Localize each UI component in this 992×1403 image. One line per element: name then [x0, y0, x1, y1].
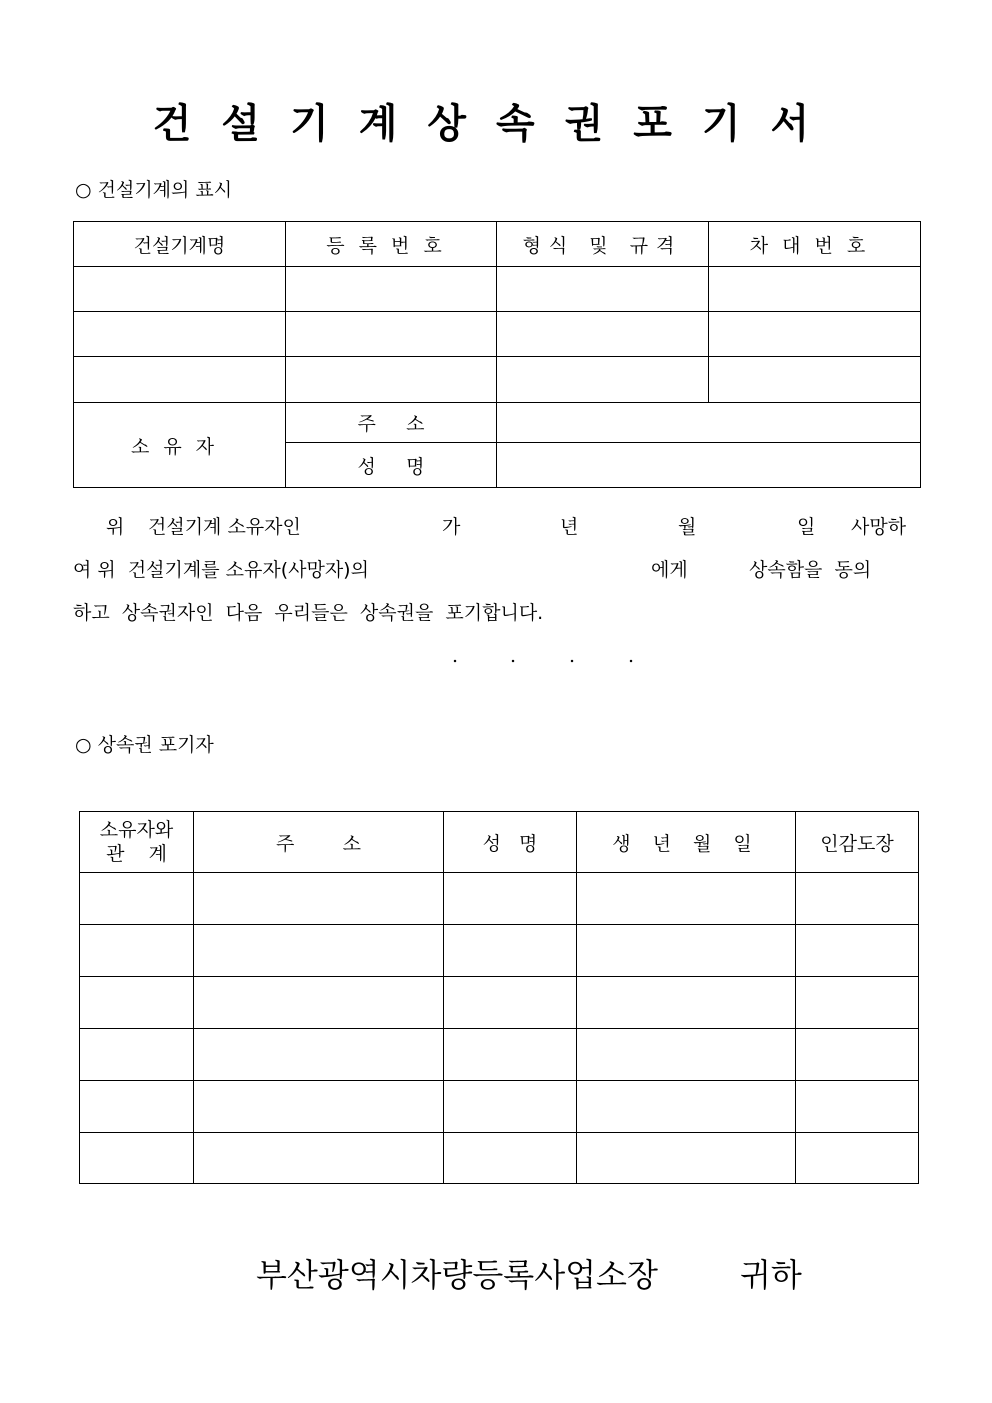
machine-table [73, 221, 921, 488]
header-relation-line2: 관 계 [106, 843, 167, 865]
heir-cell[interactable] [80, 1081, 194, 1133]
heir-cell[interactable] [194, 977, 444, 1029]
heir-cell[interactable] [577, 977, 796, 1029]
machine-cell[interactable] [286, 312, 497, 357]
machine-cell[interactable] [74, 357, 286, 403]
statement-line-3: 하고 상속권자인 다음 우리들은 상속권을 포기합니다. [73, 602, 544, 624]
owner-name-label: 성 명 [286, 443, 497, 488]
heir-cell[interactable] [444, 1081, 577, 1133]
heir-cell[interactable] [796, 1133, 919, 1184]
statement-line-2c: 상속함을 동의 [749, 559, 872, 581]
statement-word: 년 [560, 516, 579, 538]
heir-cell[interactable] [444, 873, 577, 925]
machine-cell[interactable] [74, 312, 286, 357]
table-row [74, 267, 921, 312]
heir-cell[interactable] [796, 873, 919, 925]
header-machine-name: 건설기계명 [74, 222, 286, 267]
footer-honorific: 귀하 [740, 1256, 802, 1294]
machine-cell[interactable] [286, 357, 497, 403]
machine-cell[interactable] [709, 312, 921, 357]
heir-cell[interactable] [577, 873, 796, 925]
machine-cell[interactable] [74, 267, 286, 312]
heir-cell[interactable] [577, 1081, 796, 1133]
statement-word: 사망하 [851, 516, 907, 538]
section-heir-label: ○ 상속권 포기자 [75, 734, 214, 756]
table-row [80, 1081, 919, 1133]
heir-cell[interactable] [80, 1133, 194, 1184]
table-row [80, 977, 919, 1029]
heir-cell[interactable] [194, 925, 444, 977]
date-dot: . [510, 645, 517, 667]
heir-cell[interactable] [444, 925, 577, 977]
heir-cell[interactable] [80, 1029, 194, 1081]
heir-cell[interactable] [796, 1029, 919, 1081]
machine-cell[interactable] [286, 267, 497, 312]
heir-cell[interactable] [796, 1081, 919, 1133]
heir-cell[interactable] [577, 1133, 796, 1184]
owner-address-label: 주 소 [286, 403, 497, 443]
machine-cell[interactable] [709, 267, 921, 312]
heir-cell[interactable] [796, 977, 919, 1029]
date-dot: . [569, 645, 576, 667]
statement-word: 일 [797, 516, 816, 538]
header-model-spec: 형식 및 규격 [497, 222, 709, 267]
header-birthdate: 생 년 월 일 [577, 812, 796, 873]
table-row [74, 312, 921, 357]
table-row [74, 357, 921, 403]
heir-cell[interactable] [194, 873, 444, 925]
heir-cell[interactable] [444, 1133, 577, 1184]
date-dot: . [452, 645, 459, 667]
machine-cell[interactable] [497, 357, 709, 403]
machine-cell[interactable] [497, 267, 709, 312]
machine-cell[interactable] [709, 357, 921, 403]
header-relation-line1: 소유자와 [99, 819, 174, 841]
header-registration-number: 등록번호 [286, 222, 497, 267]
statement-word: 월 [678, 516, 697, 538]
header-seal: 인감도장 [796, 812, 919, 873]
heir-cell[interactable] [80, 977, 194, 1029]
heir-cell[interactable] [577, 925, 796, 977]
header-address: 주 소 [194, 812, 444, 873]
header-chassis-number: 차대번호 [709, 222, 921, 267]
heir-cell[interactable] [80, 925, 194, 977]
page-title: 건설기계상속권포기서 [152, 101, 840, 147]
footer-office: 부산광역시차량등록사업소장 [256, 1256, 658, 1294]
owner-name-field[interactable] [497, 443, 921, 488]
heir-table [79, 811, 919, 1184]
heir-cell[interactable] [577, 1029, 796, 1081]
owner-address-field[interactable] [497, 403, 921, 443]
date-dot: . [628, 645, 635, 667]
heir-cell[interactable] [80, 873, 194, 925]
heir-cell[interactable] [194, 1029, 444, 1081]
heir-cell[interactable] [444, 977, 577, 1029]
heir-cell[interactable] [444, 1029, 577, 1081]
heir-cell[interactable] [796, 925, 919, 977]
header-name: 성 명 [444, 812, 577, 873]
table-row [80, 1029, 919, 1081]
table-row [80, 1133, 919, 1184]
statement-word: 위 [106, 516, 125, 538]
owner-label: 소유자 [74, 403, 286, 488]
heir-cell[interactable] [194, 1081, 444, 1133]
table-row [80, 925, 919, 977]
statement-line-2a: 여 위 건설기계를 소유자(사망자)의 [73, 559, 369, 581]
statement-line-2b: 에게 [651, 559, 688, 581]
statement-word: 가 [442, 516, 461, 538]
section-machine-label: ○ 건설기계의 표시 [75, 179, 233, 201]
table-row [80, 873, 919, 925]
heir-cell[interactable] [194, 1133, 444, 1184]
machine-cell[interactable] [497, 312, 709, 357]
statement-word: 건설기계 소유자인 [148, 516, 301, 538]
